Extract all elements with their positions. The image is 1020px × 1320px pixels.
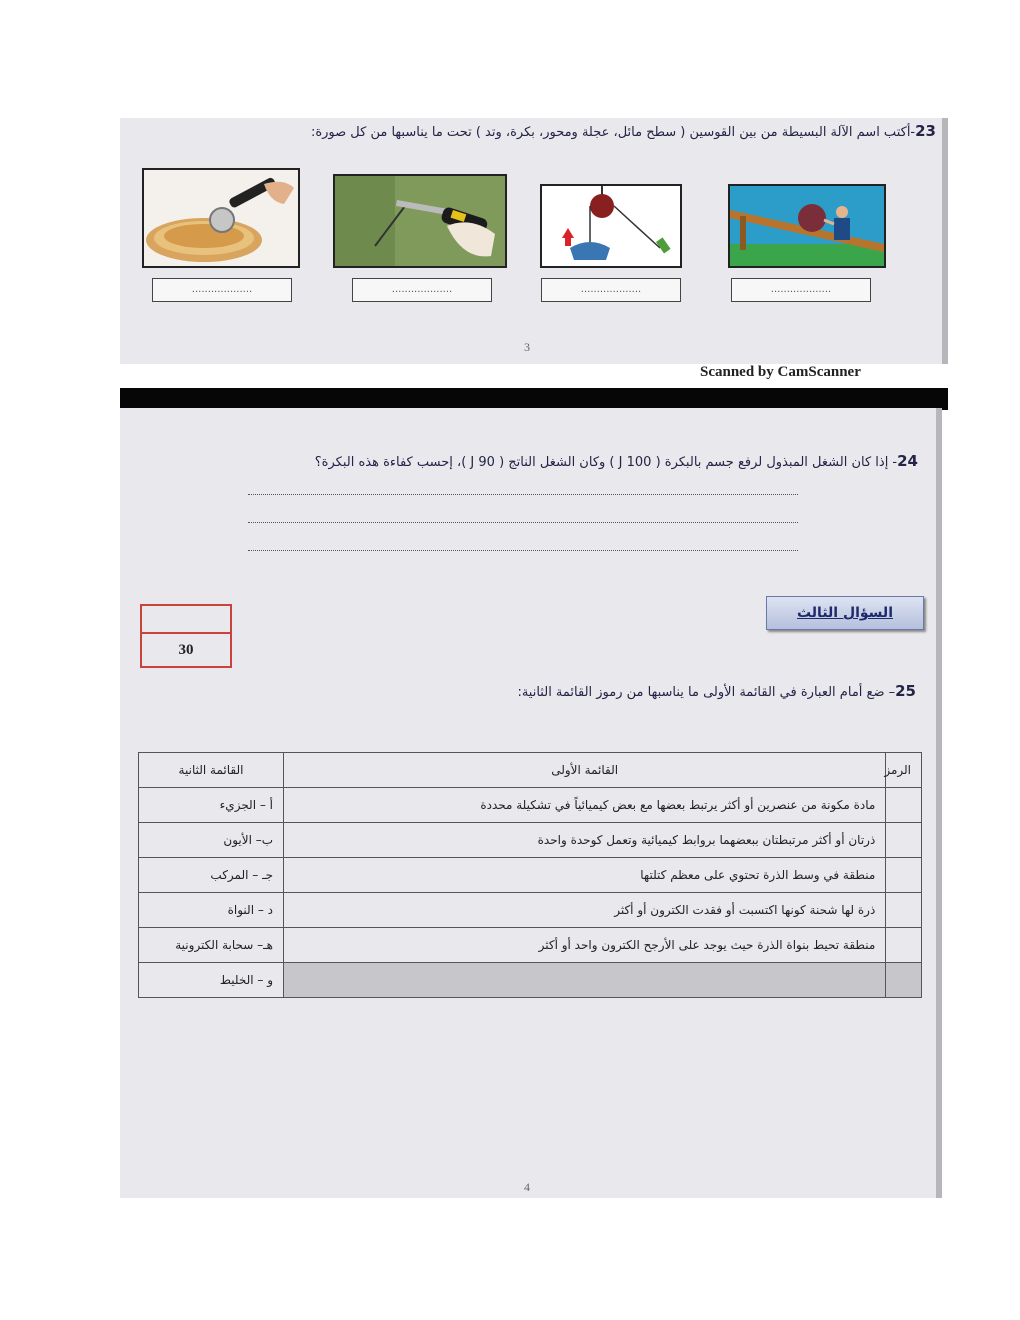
answer-line-2[interactable] [248,522,798,523]
question-25 [517,682,916,700]
header-second-list: القائمة الثانية [139,753,284,788]
screwdriver-picture [333,174,507,268]
question-24-text: - إذا كان الشغل المبذول لرفع جسم بالبكرة ( 100 J ) وكان الشغل الناتج ( 90 J )، إحسب كفاءة هذه البكرة؟ [314,455,898,470]
table-row [139,788,922,823]
table-header-row [139,753,922,788]
table-row [139,893,922,928]
table-row [139,963,922,998]
section-three-title: السؤال الثالث [766,596,924,630]
second-list-cell: هـ– سحابة الكترونية [139,928,284,963]
second-list-cell: أ – الجزيء [139,788,284,823]
answer-box-1[interactable]: ................... [152,278,292,302]
score-box-value: 30 [178,642,194,658]
symbol-cell[interactable] [886,893,922,928]
first-list-cell: مادة مكونة من عنصرين أو أكثر يرتبط بعضها مع بعض كيميائياً في تشكيلة محددة [284,788,886,823]
symbol-cell[interactable] [886,788,922,823]
inclined-plane-illustration [730,186,884,266]
header-symbol: الرمز [886,753,922,788]
page-edge [936,408,942,1198]
page-number-4: 4 [524,1180,530,1194]
page-divider-bar [120,388,948,410]
page-number-3: 3 [524,340,530,354]
matching-table [138,752,922,998]
header-first-list: القائمة الأولى [284,753,886,788]
first-list-cell: ذرة لها شحنة كونها اكتسبت أو فقدت الكترون أو أكثر [284,893,886,928]
table-row [139,858,922,893]
answer-line-1[interactable] [248,494,798,495]
question-24 [315,452,918,470]
question-23 [311,122,936,140]
answer-line-3[interactable] [248,550,798,551]
pulley-picture [540,184,682,268]
screwdriver-illustration [335,176,505,266]
first-list-cell: ذرتان أو أكثر مرتبطتان ببعضهما بروابط كيميائية وتعمل كوحدة واحدة [284,823,886,858]
pulley-illustration [542,186,680,266]
answer-box-2[interactable]: ................... [352,278,492,302]
camscanner-label: Scanned by CamScanner [700,364,861,380]
second-list-cell: د – النواة [139,893,284,928]
inclined-plane-picture [728,184,886,268]
second-list-cell: ب– الأيون [139,823,284,858]
score-box-blank[interactable] [142,606,230,634]
table-row [139,928,922,963]
symbol-cell[interactable] [886,928,922,963]
answer-box-4[interactable]: ................... [731,278,871,302]
answer-box-3[interactable]: ................... [541,278,681,302]
second-list-cell: جـ – المركب [139,858,284,893]
second-list-cell: و – الخليط [139,963,284,998]
question-25-number: 25 [895,682,916,700]
question-24-number: 24 [897,452,918,470]
question-23-text: -أكتب اسم الآلة البسيطة من بين القوسين ( سطح مائل، عجلة ومحور، بكرة، وتد ) تحت ما يناسبها من كل صورة: [310,125,916,140]
question-25-text: – ضع أمام العبارة في القائمة الأولى ما يناسبها من رموز القائمة الثانية: [517,685,896,700]
question-23-number: 23 [915,122,936,140]
page-edge [942,118,948,364]
table-row [139,823,922,858]
pizza-cutter-picture [142,168,300,268]
symbol-cell [886,963,922,998]
symbol-cell[interactable] [886,823,922,858]
score-box [140,604,232,668]
symbol-cell[interactable] [886,858,922,893]
first-list-cell: منطقة تحيط بنواة الذرة حيث يوجد على الأرجح الكترون واحد أو أكثر [284,928,886,963]
first-list-cell [284,963,886,998]
first-list-cell: منطقة في وسط الذرة تحتوي على معظم كتلتها [284,858,886,893]
pizza-cutter-illustration [144,170,298,266]
